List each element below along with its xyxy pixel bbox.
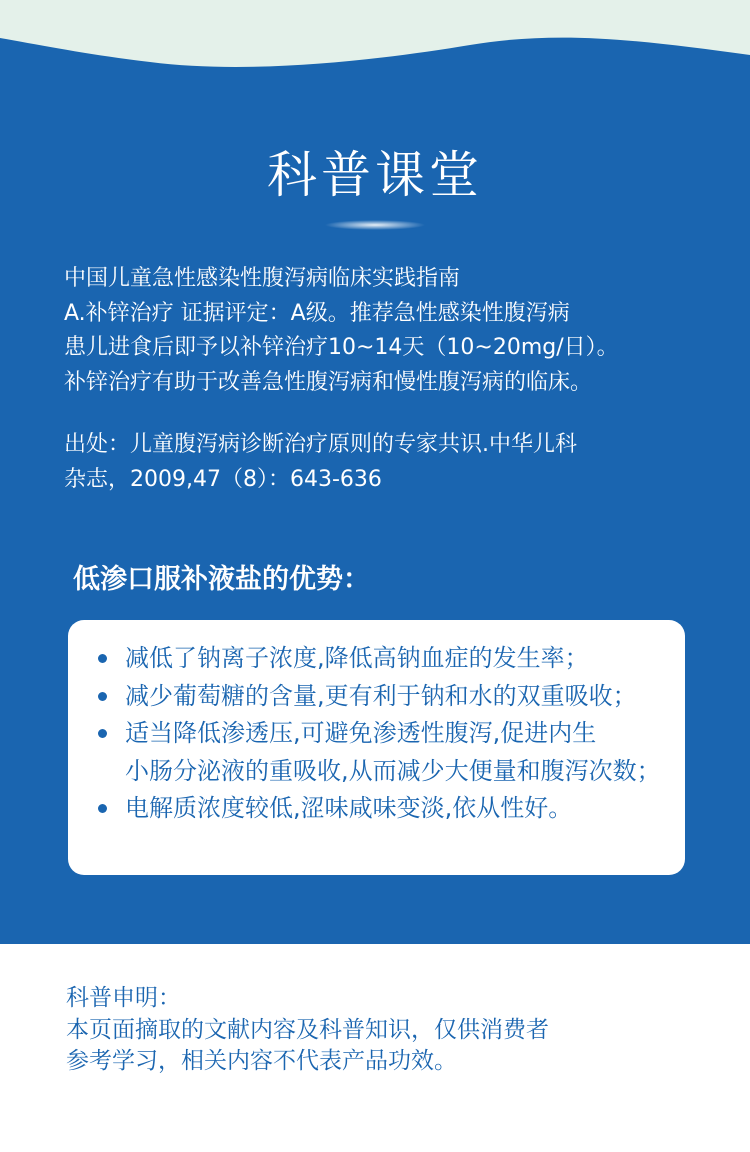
list-item-text: 小肠分泌液的重吸收,从而减少大便量和腹泻次数；: [125, 756, 661, 785]
bullet-icon: [98, 692, 107, 701]
guideline-text: [64, 262, 704, 497]
list-item: [125, 715, 675, 790]
disclaimer: [66, 983, 686, 1078]
title-underline-glow: [325, 218, 425, 232]
list-item-text: 减少葡萄糖的含量,更有利于钠和水的双重吸收；: [125, 681, 637, 710]
disclaimer-line: 本页面摘取的文献内容及科普知识，仅供消费者: [66, 1016, 549, 1043]
list-item: [125, 790, 675, 828]
guideline-line: A.补锌治疗 证据评定：A级。推荐急性感染性腹泻病: [64, 300, 570, 326]
disclaimer-line: 参考学习，相关内容不代表产品功效。: [66, 1048, 457, 1074]
advantages-card: [68, 620, 685, 875]
source-line: 杂志，2009,47（8）：643-636: [64, 466, 382, 492]
guideline-line: 中国儿童急性感染性腹泻病临床实践指南: [64, 266, 461, 291]
bullet-icon: [98, 654, 107, 663]
list-item-text: 电解质浓度较低,涩味咸味变淡,依从性好。: [125, 794, 573, 822]
guideline-line: 患儿进食后即予以补锌治疗10~14天（10~20mg/日）。: [64, 335, 619, 360]
guideline-line: 补锌治疗有助于改善急性腹泻病和慢性腹泻病的临床。: [64, 369, 593, 395]
advantages-list: [125, 640, 675, 828]
page-title: 科普课堂: [267, 146, 483, 204]
advantages-heading: 低渗口服补液盐的优势：: [73, 564, 370, 595]
list-item: [125, 640, 675, 678]
disclaimer-heading: 科普申明：: [66, 985, 181, 1011]
bullet-icon: [98, 729, 107, 738]
source-line: 出处：儿童腹泻病诊断治疗原则的专家共识.中华儿科: [64, 432, 577, 457]
list-item-text: 适当降低渗透压,可避免渗透性腹泻,促进内生: [125, 719, 597, 747]
list-item: [125, 678, 675, 716]
list-item-text: 减低了钠离子浓度,降低高钠血症的发生率；: [125, 644, 589, 672]
top-wave-decoration: [0, 0, 750, 90]
bullet-icon: [98, 804, 107, 813]
